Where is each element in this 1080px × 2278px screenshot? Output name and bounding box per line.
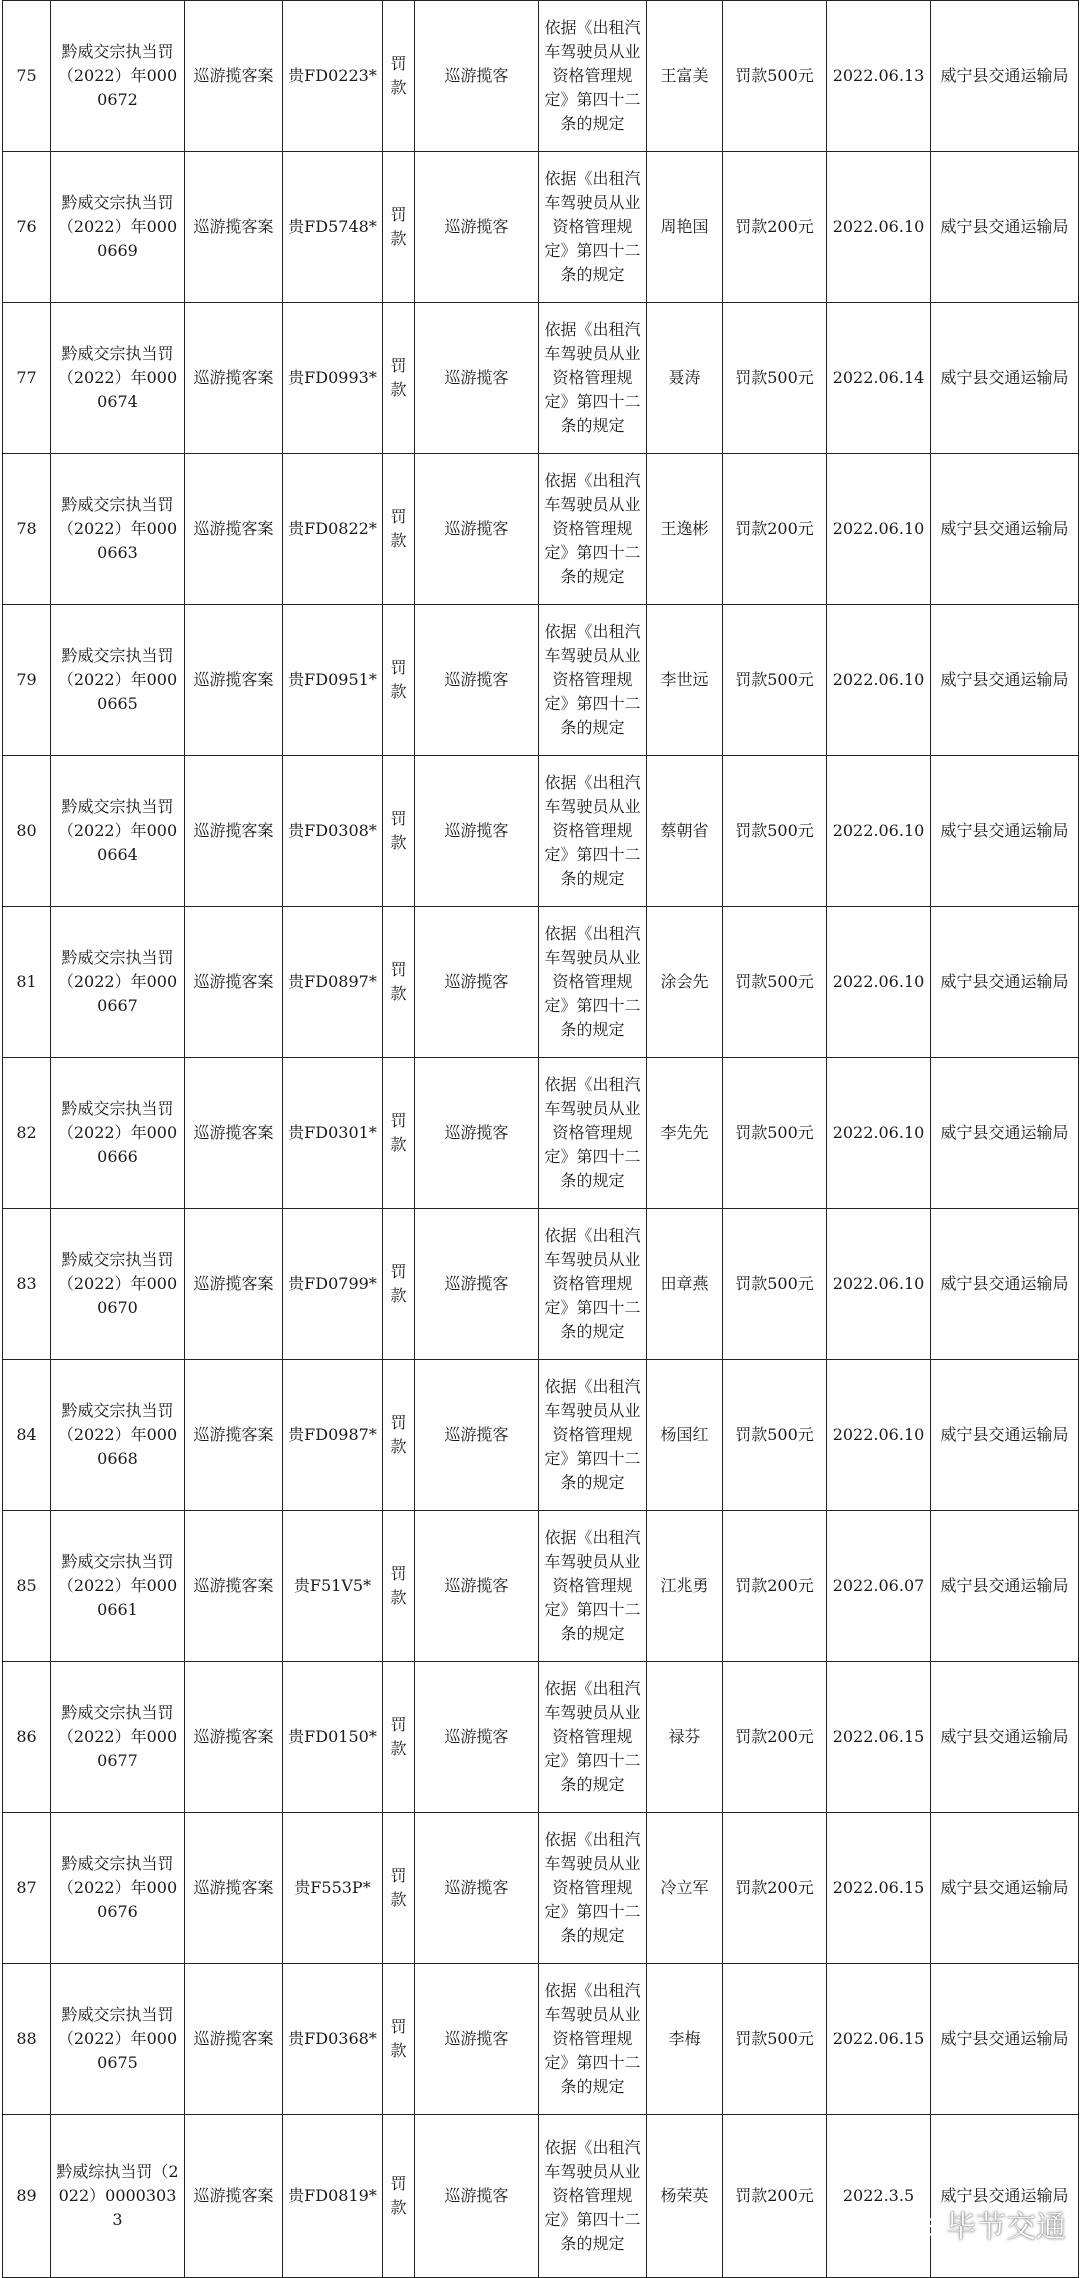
- person-name-cell: 江兆勇: [647, 1511, 723, 1662]
- case-type-cell: 巡游揽客案: [185, 303, 283, 454]
- penalty-date-cell: 2022.06.10: [827, 907, 931, 1058]
- legal-basis-cell: 依据《出租汽车驾驶员从业资格管理规定》第四十二条的规定: [539, 605, 647, 756]
- violation-cell: 巡游揽客: [415, 303, 539, 454]
- row-number-cell: 82: [3, 1058, 51, 1209]
- authority-cell: 威宁县交通运输局: [931, 1964, 1079, 2115]
- penalty-date-cell: 2022.06.10: [827, 152, 931, 303]
- penalty-type-cell: 罚款: [383, 152, 415, 303]
- penalty-amount-cell: 罚款500元: [723, 1058, 827, 1209]
- table-row: [3, 1662, 1079, 1813]
- penalty-amount-cell: 罚款200元: [723, 1662, 827, 1813]
- plate-number-cell: 贵FD0150*: [283, 1662, 383, 1813]
- penalty-type-cell: 罚款: [383, 2115, 415, 2278]
- plate-number-cell: 贵F553P*: [283, 1813, 383, 1964]
- person-name-cell: 王逸彬: [647, 454, 723, 605]
- penalty-type-cell: 罚款: [383, 1209, 415, 1360]
- authority-cell: 威宁县交通运输局: [931, 1058, 1079, 1209]
- table-row: [3, 756, 1079, 907]
- row-number-cell: 83: [3, 1209, 51, 1360]
- table-row: [3, 1360, 1079, 1511]
- legal-basis-cell: 依据《出租汽车驾驶员从业资格管理规定》第四十二条的规定: [539, 152, 647, 303]
- person-name-cell: 聂涛: [647, 303, 723, 454]
- table-row: [3, 1511, 1079, 1662]
- penalty-amount-cell: 罚款500元: [723, 1360, 827, 1511]
- penalty-date-cell: 2022.06.10: [827, 1209, 931, 1360]
- plate-number-cell: 贵F51V5*: [283, 1511, 383, 1662]
- row-number-cell: 75: [3, 1, 51, 152]
- authority-cell: 威宁县交通运输局: [931, 454, 1079, 605]
- plate-number-cell: 贵FD0799*: [283, 1209, 383, 1360]
- violation-cell: 巡游揽客: [415, 907, 539, 1058]
- person-name-cell: 田章燕: [647, 1209, 723, 1360]
- penalty-type-cell: 罚款: [383, 756, 415, 907]
- penalty-date-cell: 2022.06.10: [827, 1360, 931, 1511]
- penalty-date-cell: 2022.06.14: [827, 303, 931, 454]
- penalty-type-cell: 罚款: [383, 907, 415, 1058]
- legal-basis-cell: 依据《出租汽车驾驶员从业资格管理规定》第四十二条的规定: [539, 1, 647, 152]
- penalty-amount-cell: 罚款500元: [723, 1, 827, 152]
- row-number-cell: 88: [3, 1964, 51, 2115]
- row-number-cell: 86: [3, 1662, 51, 1813]
- authority-cell: 威宁县交通运输局: [931, 756, 1079, 907]
- authority-cell: 威宁县交通运输局: [931, 605, 1079, 756]
- person-name-cell: 冷立军: [647, 1813, 723, 1964]
- plate-number-cell: 贵FD0223*: [283, 1, 383, 152]
- penalty-table: [2, 0, 1079, 2278]
- penalty-type-cell: 罚款: [383, 1360, 415, 1511]
- row-number-cell: 81: [3, 907, 51, 1058]
- penalty-date-cell: 2022.06.10: [827, 605, 931, 756]
- person-name-cell: 蔡朝省: [647, 756, 723, 907]
- legal-basis-cell: 依据《出租汽车驾驶员从业资格管理规定》第四十二条的规定: [539, 454, 647, 605]
- violation-cell: 巡游揽客: [415, 1, 539, 152]
- person-name-cell: 杨荣英: [647, 2115, 723, 2278]
- legal-basis-cell: 依据《出租汽车驾驶员从业资格管理规定》第四十二条的规定: [539, 1058, 647, 1209]
- document-number-cell: 黔威交宗执当罚（2022）年0000665: [51, 605, 185, 756]
- penalty-date-cell: 2022.3.5: [827, 2115, 931, 2278]
- table-body: [3, 1, 1079, 2278]
- plate-number-cell: 贵FD0308*: [283, 756, 383, 907]
- penalty-date-cell: 2022.06.15: [827, 1964, 931, 2115]
- penalty-type-cell: 罚款: [383, 454, 415, 605]
- person-name-cell: 禄芬: [647, 1662, 723, 1813]
- row-number-cell: 89: [3, 2115, 51, 2278]
- case-type-cell: 巡游揽客案: [185, 1209, 283, 1360]
- plate-number-cell: 贵FD0819*: [283, 2115, 383, 2278]
- penalty-type-cell: 罚款: [383, 1058, 415, 1209]
- penalty-date-cell: 2022.06.10: [827, 454, 931, 605]
- row-number-cell: 87: [3, 1813, 51, 1964]
- case-type-cell: 巡游揽客案: [185, 1964, 283, 2115]
- plate-number-cell: 贵FD5748*: [283, 152, 383, 303]
- case-type-cell: 巡游揽客案: [185, 907, 283, 1058]
- document-number-cell: 黔威交宗执当罚（2022）年0000676: [51, 1813, 185, 1964]
- case-type-cell: 巡游揽客案: [185, 1511, 283, 1662]
- document-number-cell: 黔威综执当罚（2022）00003033: [51, 2115, 185, 2278]
- legal-basis-cell: 依据《出租汽车驾驶员从业资格管理规定》第四十二条的规定: [539, 907, 647, 1058]
- table-row: [3, 1813, 1079, 1964]
- legal-basis-cell: 依据《出租汽车驾驶员从业资格管理规定》第四十二条的规定: [539, 756, 647, 907]
- penalty-date-cell: 2022.06.15: [827, 1813, 931, 1964]
- penalty-type-cell: 罚款: [383, 1, 415, 152]
- person-name-cell: 李世远: [647, 605, 723, 756]
- plate-number-cell: 贵FD0951*: [283, 605, 383, 756]
- plate-number-cell: 贵FD0301*: [283, 1058, 383, 1209]
- penalty-type-cell: 罚款: [383, 303, 415, 454]
- row-number-cell: 78: [3, 454, 51, 605]
- watermark-text: 毕节交通: [946, 2210, 1066, 2245]
- penalty-date-cell: 2022.06.10: [827, 756, 931, 907]
- legal-basis-cell: 依据《出租汽车驾驶员从业资格管理规定》第四十二条的规定: [539, 1964, 647, 2115]
- table-row: [3, 1, 1079, 152]
- table-row: [3, 303, 1079, 454]
- document-number-cell: 黔威交宗执当罚（2022）年0000668: [51, 1360, 185, 1511]
- penalty-date-cell: 2022.06.13: [827, 1, 931, 152]
- authority-cell: 威宁县交通运输局: [931, 1662, 1079, 1813]
- legal-basis-cell: 依据《出租汽车驾驶员从业资格管理规定》第四十二条的规定: [539, 1360, 647, 1511]
- violation-cell: 巡游揽客: [415, 2115, 539, 2278]
- penalty-amount-cell: 罚款200元: [723, 2115, 827, 2278]
- table-row: [3, 907, 1079, 1058]
- case-type-cell: 巡游揽客案: [185, 454, 283, 605]
- row-number-cell: 85: [3, 1511, 51, 1662]
- document-number-cell: 黔威交宗执当罚（2022）年0000677: [51, 1662, 185, 1813]
- legal-basis-cell: 依据《出租汽车驾驶员从业资格管理规定》第四十二条的规定: [539, 1662, 647, 1813]
- violation-cell: 巡游揽客: [415, 1209, 539, 1360]
- legal-basis-cell: 依据《出租汽车驾驶员从业资格管理规定》第四十二条的规定: [539, 1209, 647, 1360]
- authority-cell: 威宁县交通运输局: [931, 1511, 1079, 1662]
- table-row: [3, 605, 1079, 756]
- person-name-cell: 周艳国: [647, 152, 723, 303]
- penalty-type-cell: 罚款: [383, 1813, 415, 1964]
- violation-cell: 巡游揽客: [415, 1360, 539, 1511]
- authority-cell: 威宁县交通运输局: [931, 1360, 1079, 1511]
- violation-cell: 巡游揽客: [415, 1813, 539, 1964]
- table-row: [3, 1058, 1079, 1209]
- document-number-cell: 黔威交宗执当罚（2022）年0000661: [51, 1511, 185, 1662]
- case-type-cell: 巡游揽客案: [185, 1058, 283, 1209]
- penalty-amount-cell: 罚款200元: [723, 1511, 827, 1662]
- authority-cell: 威宁县交通运输局: [931, 907, 1079, 1058]
- case-type-cell: 巡游揽客案: [185, 152, 283, 303]
- case-type-cell: 巡游揽客案: [185, 2115, 283, 2278]
- violation-cell: 巡游揽客: [415, 605, 539, 756]
- person-name-cell: 李先先: [647, 1058, 723, 1209]
- violation-cell: 巡游揽客: [415, 1662, 539, 1813]
- plate-number-cell: 贵FD0368*: [283, 1964, 383, 2115]
- plate-number-cell: 贵FD0987*: [283, 1360, 383, 1511]
- row-number-cell: 84: [3, 1360, 51, 1511]
- legal-basis-cell: 依据《出租汽车驾驶员从业资格管理规定》第四十二条的规定: [539, 1511, 647, 1662]
- authority-cell: 威宁县交通运输局: [931, 2115, 1079, 2278]
- document-number-cell: 黔威交宗执当罚（2022）年0000675: [51, 1964, 185, 2115]
- person-name-cell: 李梅: [647, 1964, 723, 2115]
- table-row: [3, 152, 1079, 303]
- row-number-cell: 77: [3, 303, 51, 454]
- document-number-cell: 黔威交宗执当罚（2022）年0000672: [51, 1, 185, 152]
- plate-number-cell: 贵FD0897*: [283, 907, 383, 1058]
- person-name-cell: 王富美: [647, 1, 723, 152]
- case-type-cell: 巡游揽客案: [185, 1360, 283, 1511]
- row-number-cell: 80: [3, 756, 51, 907]
- person-name-cell: 杨国红: [647, 1360, 723, 1511]
- penalty-amount-cell: 罚款500元: [723, 303, 827, 454]
- document-number-cell: 黔威交宗执当罚（2022）年0000674: [51, 303, 185, 454]
- legal-basis-cell: 依据《出租汽车驾驶员从业资格管理规定》第四十二条的规定: [539, 1813, 647, 1964]
- legal-basis-cell: 依据《出租汽车驾驶员从业资格管理规定》第四十二条的规定: [539, 2115, 647, 2278]
- penalty-amount-cell: 罚款500元: [723, 605, 827, 756]
- authority-cell: 威宁县交通运输局: [931, 303, 1079, 454]
- case-type-cell: 巡游揽客案: [185, 605, 283, 756]
- penalty-amount-cell: 罚款200元: [723, 1813, 827, 1964]
- penalty-date-cell: 2022.06.07: [827, 1511, 931, 1662]
- violation-cell: 巡游揽客: [415, 152, 539, 303]
- table-row: [3, 2115, 1079, 2278]
- penalty-amount-cell: 罚款200元: [723, 454, 827, 605]
- table-row: [3, 454, 1079, 605]
- authority-cell: 威宁县交通运输局: [931, 1813, 1079, 1964]
- document-number-cell: 黔威交宗执当罚（2022）年0000667: [51, 907, 185, 1058]
- document-number-cell: 黔威交宗执当罚（2022）年0000666: [51, 1058, 185, 1209]
- violation-cell: 巡游揽客: [415, 1058, 539, 1209]
- document-number-cell: 黔威交宗执当罚（2022）年0000670: [51, 1209, 185, 1360]
- legal-basis-cell: 依据《出租汽车驾驶员从业资格管理规定》第四十二条的规定: [539, 303, 647, 454]
- penalty-amount-cell: 罚款500元: [723, 756, 827, 907]
- row-number-cell: 76: [3, 152, 51, 303]
- penalty-date-cell: 2022.06.10: [827, 1058, 931, 1209]
- penalty-amount-cell: 罚款500元: [723, 907, 827, 1058]
- penalty-amount-cell: 罚款500元: [723, 1209, 827, 1360]
- document-number-cell: 黔威交宗执当罚（2022）年0000663: [51, 454, 185, 605]
- violation-cell: 巡游揽客: [415, 1511, 539, 1662]
- table-row: [3, 1964, 1079, 2115]
- authority-cell: 威宁县交通运输局: [931, 1, 1079, 152]
- penalty-amount-cell: 罚款500元: [723, 1964, 827, 2115]
- penalty-amount-cell: 罚款200元: [723, 152, 827, 303]
- violation-cell: 巡游揽客: [415, 1964, 539, 2115]
- watermark: [902, 2202, 1066, 2246]
- plate-number-cell: 贵FD0822*: [283, 454, 383, 605]
- authority-cell: 威宁县交通运输局: [931, 152, 1079, 303]
- penalty-type-cell: 罚款: [383, 605, 415, 756]
- penalty-type-cell: 罚款: [383, 1511, 415, 1662]
- penalty-type-cell: 罚款: [383, 1662, 415, 1813]
- authority-cell: 威宁县交通运输局: [931, 1209, 1079, 1360]
- document-number-cell: 黔威交宗执当罚（2022）年0000669: [51, 152, 185, 303]
- table-row: [3, 1209, 1079, 1360]
- case-type-cell: 巡游揽客案: [185, 1, 283, 152]
- case-type-cell: 巡游揽客案: [185, 1662, 283, 1813]
- wechat-icon: [902, 2209, 940, 2239]
- row-number-cell: 79: [3, 605, 51, 756]
- case-type-cell: 巡游揽客案: [185, 1813, 283, 1964]
- document-number-cell: 黔威交宗执当罚（2022）年0000664: [51, 756, 185, 907]
- violation-cell: 巡游揽客: [415, 454, 539, 605]
- plate-number-cell: 贵FD0993*: [283, 303, 383, 454]
- person-name-cell: 涂会先: [647, 907, 723, 1058]
- violation-cell: 巡游揽客: [415, 756, 539, 907]
- case-type-cell: 巡游揽客案: [185, 756, 283, 907]
- penalty-type-cell: 罚款: [383, 1964, 415, 2115]
- penalty-date-cell: 2022.06.15: [827, 1662, 931, 1813]
